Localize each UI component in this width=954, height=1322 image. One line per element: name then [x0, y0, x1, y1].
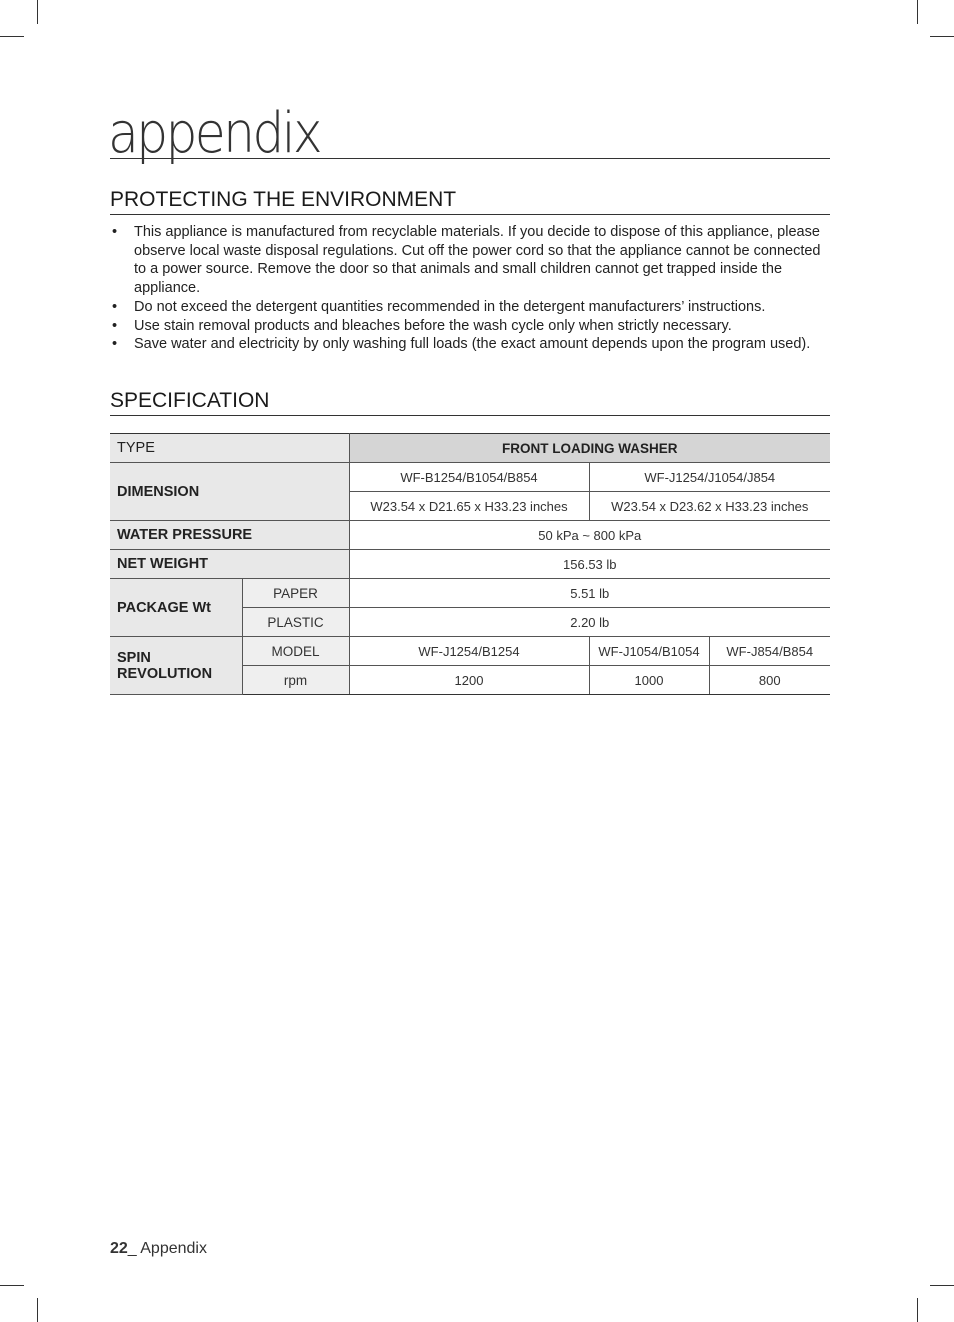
table-row	[110, 521, 830, 550]
rpm-label: rpm	[242, 666, 349, 695]
package-wt-label: PACKAGE Wt	[110, 579, 242, 637]
crop-mark	[917, 0, 918, 24]
water-pressure-value: 50 kPa ~ 800 kPa	[349, 521, 830, 550]
section-heading-specification: SPECIFICATION	[110, 388, 830, 416]
net-weight-label: NET WEIGHT	[110, 550, 349, 579]
crop-mark	[37, 1298, 38, 1322]
crop-mark	[930, 36, 954, 37]
crop-mark	[930, 1285, 954, 1286]
net-weight-value: 156.53 lb	[349, 550, 830, 579]
dimension-model-a: WF-B1254/B1054/B854	[349, 463, 589, 492]
dimension-label: DIMENSION	[110, 463, 349, 521]
bullet-icon: •	[112, 317, 118, 334]
crop-mark	[0, 1285, 24, 1286]
spin-model-1: WF-J1254/B1254	[349, 637, 589, 666]
rpm-value-1: 1200	[349, 666, 589, 695]
bullet-icon: •	[112, 224, 118, 240]
chapter-title: appendix	[108, 101, 321, 166]
list-item: • This appliance is manufactured from recyclable materials. If you decide to dispose of this appliance, please observe local waste disposal regulations. Cut off the power cord so that the appliance cannot be connected to a power source. Remove the door so that animals and small children cannot get trapped inside the appliance.	[112, 224, 821, 297]
page-footer	[110, 1240, 207, 1258]
type-label: TYPE	[110, 434, 349, 463]
environment-bullet-list	[110, 223, 830, 354]
spin-model-3: WF-J854/B854	[709, 637, 830, 666]
plastic-value: 2.20 lb	[349, 608, 830, 637]
table-row	[110, 550, 830, 579]
water-pressure-label: WATER PRESSURE	[110, 521, 349, 550]
footer-section: _ Appendix	[127, 1240, 207, 1257]
rpm-value-2: 1000	[589, 666, 709, 695]
plastic-label: PLASTIC	[242, 608, 349, 637]
rpm-value-3: 800	[709, 666, 830, 695]
table-row	[110, 434, 830, 463]
dimension-model-b: WF-J1254/J1054/J854	[589, 463, 830, 492]
specification-table	[110, 433, 830, 695]
bullet-icon: •	[112, 298, 118, 315]
table-row	[110, 579, 830, 608]
chapter-header	[108, 100, 830, 166]
section-heading-environment: PROTECTING THE ENVIRONMENT	[110, 187, 830, 215]
type-value: FRONT LOADING WASHER	[349, 434, 830, 463]
list-item: • Do not exceed the detergent quantities recommended in the detergent manufacturers’ instructions.	[112, 298, 766, 315]
spin-model-2: WF-J1054/B1054	[589, 637, 709, 666]
crop-mark	[917, 1298, 918, 1322]
page-number: 22	[110, 1240, 128, 1257]
list-item: • Use stain removal products and bleaches before the wash cycle only when strictly necessary.	[112, 317, 732, 334]
paper-value: 5.51 lb	[349, 579, 830, 608]
table-row	[110, 637, 830, 666]
table-row	[110, 463, 830, 492]
paper-label: PAPER	[242, 579, 349, 608]
model-label: MODEL	[242, 637, 349, 666]
dimension-value-b: W23.54 x D23.62 x H33.23 inches	[589, 492, 830, 521]
bullet-icon: •	[112, 336, 118, 353]
list-item: • Save water and electricity by only washing full loads (the exact amount depends upon the program used).	[112, 336, 811, 353]
spin-revolution-label: SPIN REVOLUTION	[110, 637, 242, 695]
crop-mark	[0, 36, 24, 37]
crop-mark	[37, 0, 38, 24]
dimension-value-a: W23.54 x D21.65 x H33.23 inches	[349, 492, 589, 521]
